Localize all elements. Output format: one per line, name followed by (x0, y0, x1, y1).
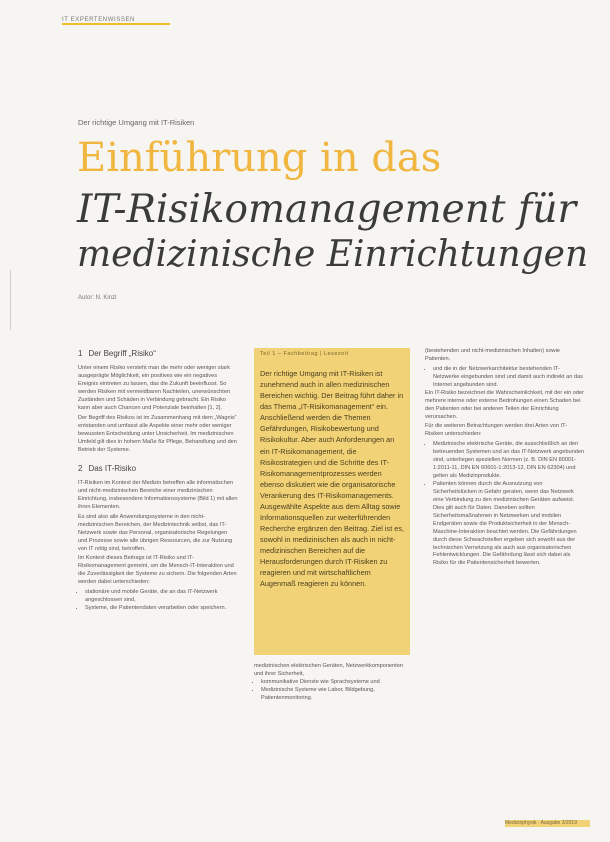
summary-box-text: Der richtige Umgang mit IT-Risiken ist zunehmend auch in allen medizinischen Bereichen wichtig. Der Beitrag führt daher in das Thema „IT-Risikomanagement“ ein. Anschließend werden die Themen Gefährdungen, Risikobewertung und Risikokultur. Aber auch Anforderungen an ein IT-Risikomanagement, die Risikostrategien und die Schritte des IT-Risikomanagementprozesses werden ebenso diskutiert wie die organisatorische Verankerung des IT-Risikomanagements. Ausgewählte Aspekte aus dem Alltag sowie Informationsquellen zur weiterführenden Recherche ergänzen den Beitrag. Ziel ist es, sowohl in medizinischen als auch in nicht-medizinischen Bereichen auf die Herausforderungen durch IT-Risiken zu reagieren und mit wirtschaftlichem Augenmaß reagieren zu können. (260, 369, 404, 589)
right-column (425, 348, 585, 568)
section-heading-2 (78, 463, 238, 474)
heading-number: 2 (78, 463, 83, 473)
heading-number: 1 (78, 349, 83, 358)
list-item: • Patienten können durch die Ausnutzung von Sicherheitslücken in Gefahr geraten, wenn das Netzwerk eine Verbindung zu den medizinischen Geräten aufweist. Dies gilt auch für Daten. Daneben sollten Sicherheitsmaßnahmen in Netzwerken und mobilen Endgeräten sowie die Produktsicherheit in der Mensch-Maschine-Interaktion beachtet werden. Die Gefährdungen durch diese Schwachstellen ergeben sich sowohl aus der technischen Vernetzung als auch aus organisatorischen Fehlentwicklungen. Die Gefährdung lässt sich dabei als Risiko für die Patientensicherheit bewerten. (433, 481, 585, 568)
title-line-3: medizinische Einrichtungen (77, 234, 589, 275)
section-heading-1 (78, 348, 238, 359)
paragraph: (bestehenden und nicht-medizinischen Inhalten) sowie Patienten. (425, 348, 560, 362)
list-item: • Systeme, die Patientendaten verarbeiten oder speichern. (85, 605, 238, 613)
title-line-2: IT-Risikomanagement für (77, 187, 577, 232)
heading-text: Das IT-Risiko (88, 463, 137, 473)
paragraph: Im Kontext dieses Beitrags ist IT-Risiko und IT-Risikomanagement gemeint, um die Mensch-IT-Interaktion und die Zuverlässigkeit der Systeme zu sichern. Die folgenden Arten werden dabei unterschieden: (78, 555, 237, 586)
list-item: • stationäre und mobile Geräte, die an das IT-Netzwerk angeschlossen sind, (85, 589, 238, 605)
author-line: Autor: N. Kinzl (78, 295, 117, 301)
section-label: IT EXPERTENWISSEN (62, 17, 135, 23)
page-edge-mark (10, 270, 11, 330)
left-column (78, 348, 238, 613)
footer-text: Medizinphysik · Ausgabe 3/2019 (505, 820, 577, 826)
title-line-1: Einführung in das (77, 135, 442, 181)
kicker: Der richtige Umgang mit IT-Risiken (78, 118, 195, 127)
list-item: • Medizinische elektrische Geräte, die ausschließlich an den betreuenden Systemen und an das IT-Netzwerk angebunden sind, unterliegen speziellen Normen (z. B. DIN EN 80001-1:2011-11, DIN EN 60601-1:2013-12, DIN EN 62304) und gelten als Medizinprodukte. (433, 441, 585, 481)
paragraph: IT-Risiken im Kontext der Medizin betreffen alle informatischen und nicht-medizinischen Bereiche einer medizinischen Einrichtung, insbesondere Informationssysteme (Bild 1) mit allen ihren Elementen. (78, 480, 238, 510)
list-item: • und die in der Netzwerkarchitektur bestehenden IT-Netzwerke eingebunden sind und damit auch indirekt an das Internet angebunden sind. (433, 366, 585, 390)
paragraph: medizinischen elektrischen Geräten, Netzwerkkomponenten und ihrer Sicherheit, (254, 663, 403, 677)
paragraph: Für die weiteren Betrachtungen werden drei Arten von IT-Risiken unterschieden: (425, 423, 568, 438)
summary-box (254, 348, 410, 655)
paragraph: Unter einem Risiko versteht man die mehr oder weniger stark ausgeprägte Möglichkeit, ein positives wie ein negatives Ereignis eintreten zu lassen, das die Zukunft beeinflusst. So werden Risiken mit vermeidbaren Nachteilen, unerwünschten Zuständen und Schäden in Verbindung gebracht. Ein Risiko kann aber auch Chancen und Potenziale beinhalten [1, 2]. (78, 365, 231, 412)
paragraph: Es sind also alle Anwendungssysteme in den nicht-medizinischen Bereichen, der Medizintechnik selbst, das IT-Netzwerk sowie das Personal, organisatorische Regelungen und Prozesse sowie alle übrigen Ressourcen, die zur Nutzung von IT nötig sind, betroffen. (78, 513, 233, 552)
heading-text: Der Begriff „Risiko“ (88, 349, 156, 358)
section-accent-bar (62, 23, 170, 25)
list-item: • Medizinische Systeme wie Labor, Bildgebung, Patientenmonitoring. (261, 687, 412, 703)
middle-bottom-text (254, 663, 412, 703)
bullet-list (78, 589, 238, 613)
bullet-list (254, 679, 412, 703)
list-item: • kommunikative Dienste wie Sprachsysteme und (261, 679, 412, 687)
paragraph: Der Begriff des Risikos ist im Zusammenhang mit dem „Wagnis“ entstanden und umfasst alle Aspekte einer mehr oder weniger bewussten Entscheidung unter Unsicherheit. Im medizinischen Umfeld gilt dies in hohem Maße für Pflege, Behandlung und den Betrieb der Systeme. (78, 414, 237, 453)
bullet-list (425, 441, 585, 568)
summary-box-label: Teil 1 – Fachbeitrag | Lesezeit (260, 351, 349, 357)
paragraph: Ein IT-Risiko bezeichnet die Wahrscheinlichkeit, mit der ein oder mehrere interne oder externe Bedrohungen einen Schaden bei den Patienten oder bei anderen Teilen der Einrichtung verursachen. (425, 389, 584, 420)
bullet-list (425, 366, 585, 390)
